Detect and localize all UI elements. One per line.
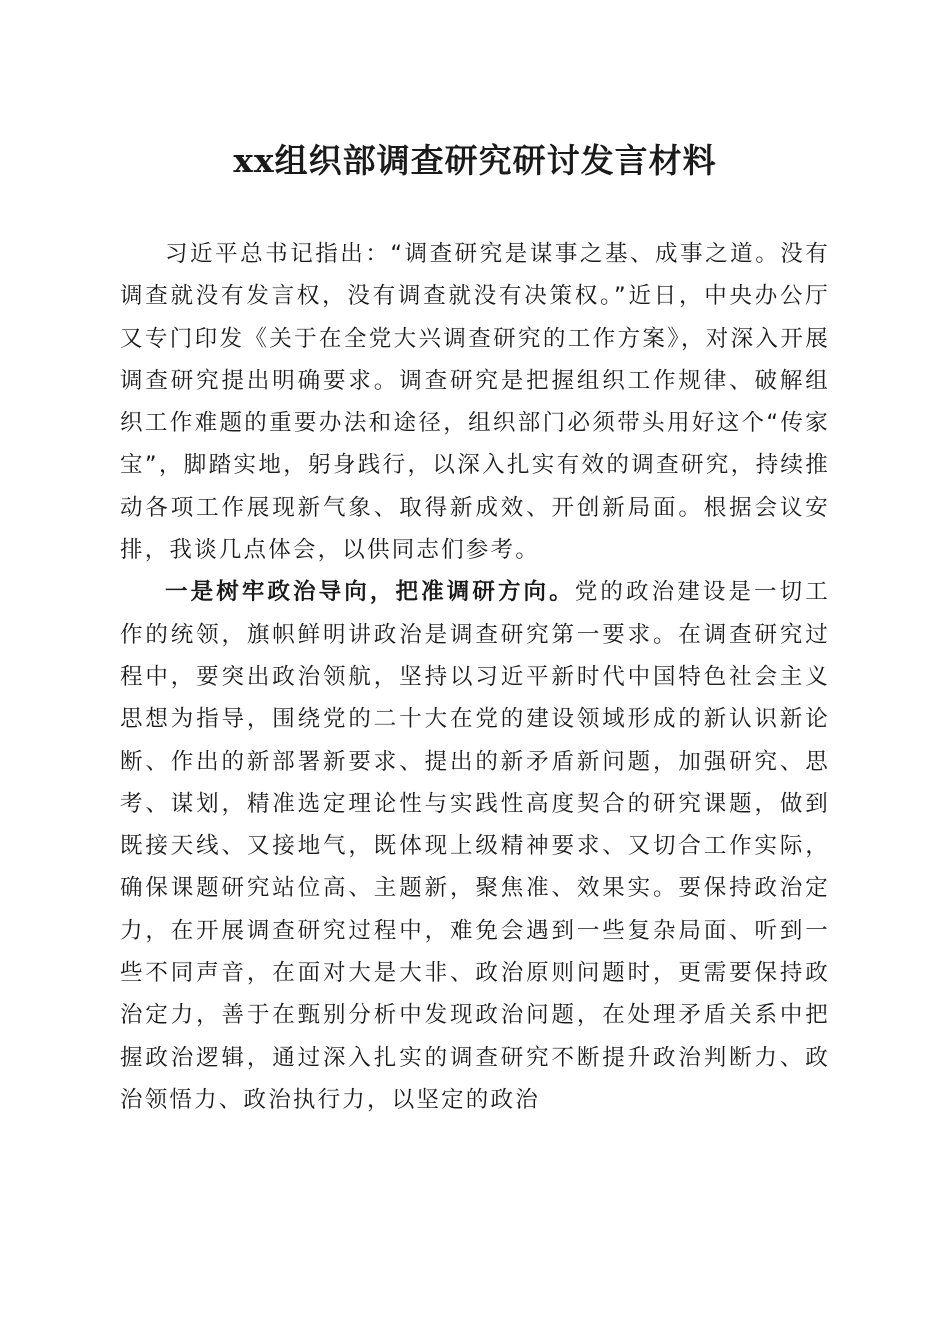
paragraph-intro — [120, 233, 830, 571]
paragraph-point-one-heading: 一是树牢政治导向，把准调研方向。 — [165, 579, 575, 606]
paragraph-point-one — [120, 571, 830, 1121]
paragraph-intro-text: 习近平总书记指出：“调查研究是谋事之基、成事之道。没有调查就没有发言权，没有调查就没有决策权。”近日，中央办公厅又专门印发《关于在全党大兴调查研究的工作方案》，对深入开展调查研究提出明确要求。调查研究是把握组织工作规律、破解组织工作难题的重要办法和途径，组织部门必须带头用好这个“传家宝”，脚踏实地，躬身践行，以深入扎实有效的调查研究，持续推动各项工作展现新气象、取得新成效、开创新局面。根据会议安排，我谈几点体会，以供同志们参考。 — [120, 241, 830, 564]
document-title: xx组织部调查研究研讨发言材料 — [233, 141, 717, 180]
document-body — [120, 233, 830, 1121]
paragraph-point-one-text: 党的政治建设是一切工作的统领，旗帜鲜明讲政治是调查研究第一要求。在调查研究过程中，要突出政治领航，坚持以习近平新时代中国特色社会主义思想为指导，围绕党的二十大在党的建设领域形成的新认识新论断、作出的新部署新要求、提出的新矛盾新问题，加强研究、思考、谋划，精准选定理论性与实践性高度契合的研究课题，做到既接天线、又接地气，既体现上级精神要求、又切合工作实际，确保课题研究站位高、主题新，聚焦准、效果实。要保持政治定力，在开展调查研究过程中，难免会遇到一些复杂局面、听到一些不同声音，在面对大是大非、政治原则问题时，更需要保持政治定力，善于在甄别分析中发现政治问题，在处理矛盾关系中把握政治逻辑，通过深入扎实的调查研究不断提升政治判断力、政治领悟力、政治执行力，以坚定的政治 — [120, 579, 830, 1113]
